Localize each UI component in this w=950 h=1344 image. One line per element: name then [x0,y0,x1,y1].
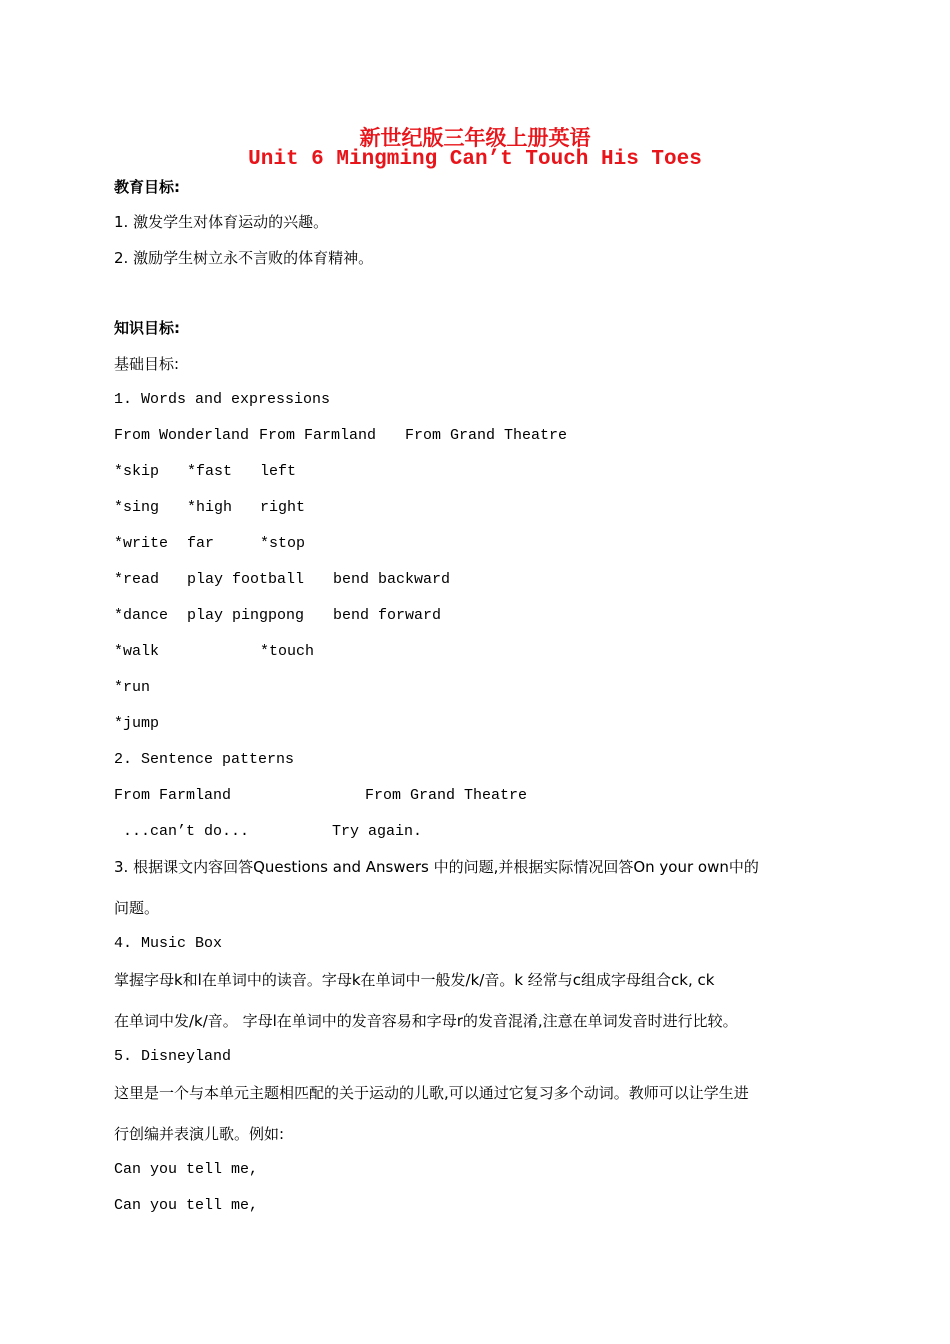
word-cell: *run [114,679,151,696]
column-header: From Wonderland [114,427,250,444]
music-box-line: 掌握字母k和l在单词中的读音。字母k在单词中一般发/k/音。k 经常与c组成字母组合ck, ck [114,971,715,989]
word-cell: *write [114,535,169,552]
disneyland-line: 这里是一个与本单元主题相匹配的关于运动的儿歌,可以通过它复习多个动词。教师可以让学生进 [114,1084,749,1102]
education-goal-item: 1. 激发学生对体育运动的兴趣。 [114,213,329,231]
words-row [114,678,150,698]
column-header: From Farmland [114,787,232,804]
word-cell: *high [187,499,233,516]
music-box-line: 在单词中发/k/音。 字母l在单词中的发音容易和字母r的发音混淆,注意在单词发音时进行比较。 [114,1012,738,1030]
sentence-example: ...can’t do... [114,823,250,840]
word-cell: *stop [260,535,306,552]
word-cell: right [260,499,306,516]
word-cell: bend backward [333,571,451,588]
basic-goals-heading: 基础目标: [114,355,180,373]
song-line: Can you tell me, [114,1197,259,1214]
word-cell: *touch [260,643,315,660]
document-title-english: Unit 6 Mingming Can’t Touch His Toes [248,148,702,171]
item3-line: 问题。 [114,899,160,917]
disneyland-heading: 5. Disneyland [114,1048,232,1065]
disneyland-line: 行创编并表演儿歌。例如: [114,1125,285,1143]
sentence-example: Try again. [332,823,423,840]
word-cell: *skip [114,463,160,480]
word-cell: *walk [114,643,160,660]
word-cell: *read [114,571,160,588]
word-cell: left [260,463,297,480]
word-cell: *jump [114,715,160,732]
word-cell: *fast [187,463,233,480]
item3-line: 3. 根据课文内容回答Questions and Answers 中的问题,并根据实际情况回答On your own中的 [114,858,759,876]
knowledge-goals-heading: 知识目标: [114,319,180,337]
word-cell: play football [187,571,305,588]
education-goal-item: 2. 激励学生树立永不言败的体育精神。 [114,249,374,267]
sentence-patterns-heading: 2. Sentence patterns [114,751,295,768]
words-heading: 1. Words and expressions [114,391,331,408]
document-title-chinese: 新世纪版三年级上册英语 [359,126,591,150]
song-line: Can you tell me, [114,1161,259,1178]
word-cell: far [187,535,215,552]
word-cell: *dance [114,607,169,624]
column-header: From Grand Theatre [365,787,528,804]
words-row [114,714,159,734]
column-header: From Farmland [259,427,377,444]
word-cell: play pingpong [187,607,305,624]
word-cell: *sing [114,499,160,516]
education-goals-heading: 教育目标: [114,178,180,196]
word-cell: bend forward [333,607,442,624]
column-header: From Grand Theatre [405,427,568,444]
music-box-heading: 4. Music Box [114,935,223,952]
